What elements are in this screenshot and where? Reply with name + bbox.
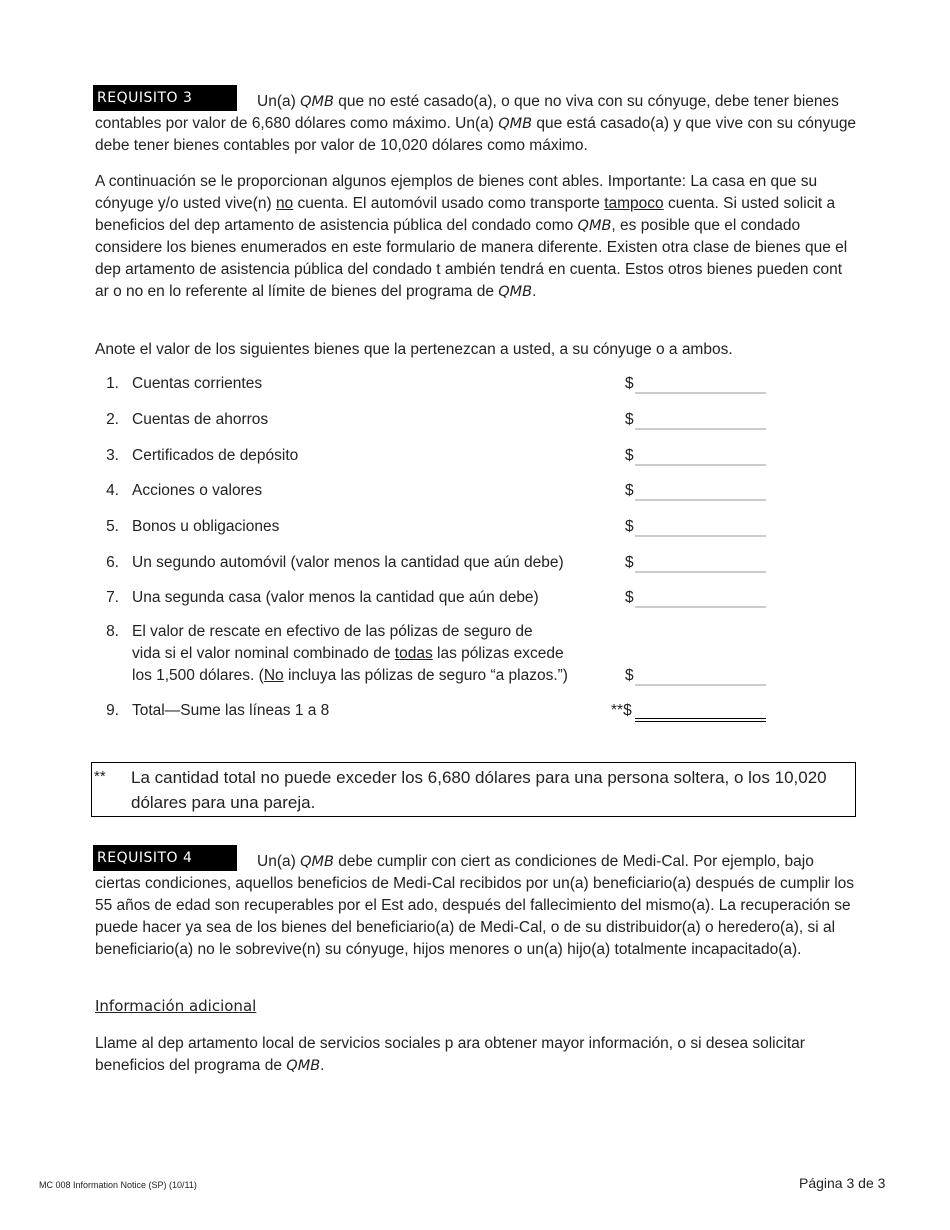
instructions-paragraph: Anote el valor de los siguientes bienes que la pertenezcan a usted, a su cónyuge o a ambos. bbox=[95, 341, 733, 358]
amount-field-line[interactable] bbox=[635, 606, 766, 608]
assets-examples-paragraph: A continuación se le proporcionan algunos ejemplos de bienes cont ables. Importante: La casa en que su cónyuge y/o usted vive(n) no cuenta. El automóvil usado como transporte tampoco cuenta. Si usted solicit a beneficios del dep artamento de asistencia pública del condado como QMB, es posible que el condado considere los bienes enumerados en este formulario de manera diferente. Existen otra clase de bienes que el dep artamento de asistencia pública del condado t ambién tendrá en cuenta. Estos otros bienes pueden cont ar o no en lo referente al límite de bienes del programa de QMB. bbox=[95, 173, 848, 300]
amount-field-line[interactable] bbox=[635, 428, 766, 430]
amount-field-line[interactable] bbox=[635, 499, 766, 501]
total-field-line[interactable] bbox=[635, 718, 766, 722]
limit-note-box: ** La cantidad total no puede exceder los 6,680 dólares para una persona soltera, o los 10,020 dólares para una pareja. bbox=[91, 762, 856, 817]
asset-item: 4. Acciones o valores $ bbox=[95, 480, 795, 502]
asset-item: 7. Una segunda casa (valor menos la cantidad que aún debe) $ bbox=[95, 587, 795, 609]
asset-item-life-insurance: 8. El valor de rescate en efectivo de las pólizas de seguro de vida si el valor nominal combinado de todas las pólizas excede los 1,500 dólares. (No incluya las pólizas de seguro “a plazos.”) $ bbox=[95, 621, 795, 687]
asset-item: 3. Certificados de depósito $ bbox=[95, 445, 795, 467]
asset-item: 1. Cuentas corrientes $ bbox=[95, 373, 795, 395]
requisito-4-badge: REQUISITO 4 bbox=[93, 845, 237, 871]
form-id-footer: MC 008 Information Notice (SP) (10/11) bbox=[39, 1180, 197, 1190]
requisito-3-paragraph: Un(a) QMB que no esté casado(a), o que no viva con su cónyuge, debe tener bienes contables por valor de 6,680 dólares como máximo. Un(a) QMB que está casado(a) y que vive con su cónyuge debe tener bienes contables por valor de 10,020 dólares como máximo. bbox=[95, 93, 857, 154]
amount-field-line[interactable] bbox=[635, 464, 766, 466]
asset-total: 9. Total—Sume las líneas 1 a 8 **$ bbox=[95, 700, 795, 722]
requisito-3-badge: REQUISITO 3 bbox=[93, 85, 237, 111]
asset-item: 5. Bonos u obligaciones $ bbox=[95, 516, 795, 538]
additional-info-paragraph: Llame al dep artamento local de servicios sociales p ara obtener mayor información, o si desea solicitar beneficios del programa de QMB. bbox=[95, 1035, 805, 1074]
amount-field-line[interactable] bbox=[635, 392, 766, 394]
additional-info-heading: Información adicional bbox=[95, 997, 257, 1015]
amount-field-line[interactable] bbox=[635, 571, 766, 573]
amount-field-line[interactable] bbox=[635, 684, 766, 686]
asset-item: 6. Un segundo automóvil (valor menos la cantidad que aún debe) $ bbox=[95, 552, 795, 574]
amount-field-line[interactable] bbox=[635, 535, 766, 537]
page-number: Página 3 de 3 bbox=[799, 1175, 886, 1191]
requisito-4-paragraph: Un(a) QMB debe cumplir con ciert as condiciones de Medi-Cal. Por ejemplo, bajo ciertas condiciones, aquellos beneficios de Medi-Cal recibidos por un(a) beneficiario(a) después de cumplir los 55 años de edad son recuperables por el Est ado, después del fallecimiento del mismo(a). La recuperación se puede hacer ya sea de los bienes del beneficiario(a) de Medi-Cal, o de su distribuidor(a) o heredero(a), si al beneficiario(a) no le sobrevive(n) su cónyuge, hijos menores o un(a) hijo(a) totalmente incapacitado(a). bbox=[95, 853, 855, 958]
asset-item: 2. Cuentas de ahorros $ bbox=[95, 409, 795, 431]
